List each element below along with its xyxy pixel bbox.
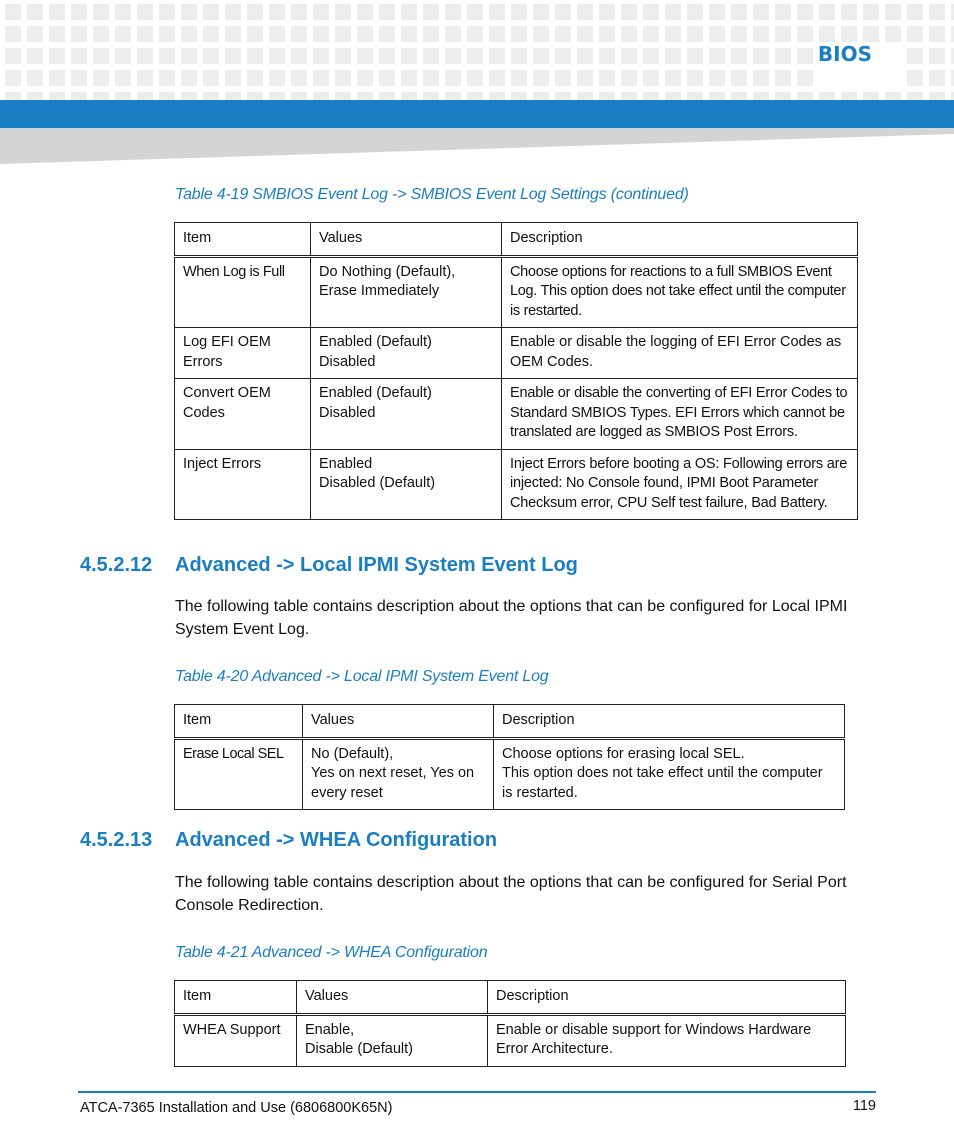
pattern-square — [313, 48, 329, 64]
pattern-square — [665, 48, 681, 64]
pattern-square — [445, 26, 461, 42]
pattern-square — [49, 48, 65, 64]
section-intro: The following table contains description about the options that can be configured for Local IPMI System Event Log. — [175, 598, 848, 638]
pattern-square — [137, 26, 153, 42]
pattern-square — [467, 48, 483, 64]
pattern-square — [357, 4, 373, 20]
pattern-square — [555, 26, 571, 42]
description-cell: Choose options for reactions to a full SMBIOS Event Log. This option does not take effect until the computer is restarted. — [502, 256, 858, 328]
pattern-square — [709, 48, 725, 64]
table-4-20 — [174, 704, 845, 810]
pattern-square — [203, 4, 219, 20]
table-row — [175, 449, 858, 520]
pattern-square — [511, 92, 527, 100]
pattern-square — [379, 26, 395, 42]
pattern-square — [137, 4, 153, 20]
pattern-square — [863, 92, 879, 100]
pattern-square — [159, 70, 175, 86]
pattern-square — [929, 48, 945, 64]
pattern-square — [863, 4, 879, 20]
pattern-square — [819, 4, 835, 20]
pattern-square — [929, 70, 945, 86]
pattern-square — [555, 48, 571, 64]
section-heading — [80, 554, 578, 577]
pattern-square — [71, 48, 87, 64]
pattern-square — [577, 26, 593, 42]
pattern-square — [665, 70, 681, 86]
section-title: Advanced -> WHEA Configuration — [175, 829, 498, 851]
pattern-square — [379, 92, 395, 100]
description-cell: Enable or disable the logging of EFI Error Codes as OEM Codes. — [502, 328, 858, 379]
pattern-square — [731, 48, 747, 64]
pattern-square — [489, 26, 505, 42]
pattern-square — [687, 70, 703, 86]
pattern-square — [885, 92, 901, 100]
description-cell: Enable or disable support for Windows Hardware Error Architecture. — [488, 1014, 846, 1066]
pattern-square — [775, 70, 791, 86]
pattern-square — [731, 4, 747, 20]
table-row — [175, 256, 858, 328]
pattern-square — [555, 92, 571, 100]
pattern-square — [511, 48, 527, 64]
column-header: Values — [311, 223, 502, 257]
pattern-square — [27, 4, 43, 20]
pattern-square — [797, 92, 813, 100]
pattern-square — [401, 4, 417, 20]
pattern-square — [71, 26, 87, 42]
values-cell — [303, 738, 494, 810]
table-caption: Table 4-21 Advanced -> WHEA Configuration — [175, 944, 488, 961]
pattern-square — [269, 48, 285, 64]
pattern-square — [269, 26, 285, 42]
pattern-square — [27, 26, 43, 42]
pattern-square — [533, 48, 549, 64]
pattern-square — [269, 4, 285, 20]
pattern-square — [885, 4, 901, 20]
pattern-square — [335, 92, 351, 100]
pattern-square — [643, 4, 659, 20]
pattern-square — [533, 26, 549, 42]
pattern-square — [357, 48, 373, 64]
column-header: Values — [297, 981, 488, 1015]
section-number: 4.5.2.12 — [80, 554, 153, 576]
table-header-row — [175, 223, 858, 257]
pattern-square — [643, 70, 659, 86]
pattern-square — [907, 4, 923, 20]
pattern-square — [181, 26, 197, 42]
pattern-square — [357, 26, 373, 42]
item-cell: Log EFI OEM Errors — [175, 328, 311, 379]
pattern-square — [423, 92, 439, 100]
pattern-square — [753, 48, 769, 64]
pattern-square — [203, 48, 219, 64]
header-pattern — [0, 0, 954, 100]
values-cell — [311, 256, 502, 328]
description-cell: Inject Errors before booting a OS: Following errors are injected: No Console found, IPMI Boot Parameter Checksum error, CPU Self test failure, Bad Battery. — [502, 449, 858, 520]
item-cell: Convert OEM Codes — [175, 379, 311, 450]
header-wedge — [0, 128, 954, 164]
pattern-square — [423, 26, 439, 42]
pattern-square — [93, 92, 109, 100]
pattern-square — [665, 4, 681, 20]
pattern-square — [27, 70, 43, 86]
value-line: Do Nothing (Default), — [319, 263, 456, 280]
values-cell — [311, 379, 502, 450]
pattern-square — [533, 70, 549, 86]
pattern-square — [709, 4, 725, 20]
footer-document-title: ATCA-7365 Installation and Use (6806800K65N) — [80, 1100, 393, 1116]
pattern-square — [775, 92, 791, 100]
value-line: Disabled — [319, 404, 376, 421]
column-header: Description — [488, 981, 846, 1015]
item-cell: Erase Local SEL — [175, 738, 303, 810]
pattern-square — [753, 70, 769, 86]
description-line: Choose options for erasing local SEL. — [502, 745, 745, 762]
pattern-square — [577, 48, 593, 64]
item-cell: When Log is Full — [175, 256, 311, 328]
pattern-square — [687, 92, 703, 100]
item-cell: WHEA Support — [175, 1014, 297, 1066]
table-caption: Table 4-20 Advanced -> Local IPMI System Event Log — [175, 668, 549, 685]
pattern-square — [93, 26, 109, 42]
pattern-square — [137, 70, 153, 86]
value-line: Disabled — [319, 353, 376, 370]
pattern-square — [841, 26, 857, 42]
pattern-square — [291, 92, 307, 100]
pattern-square — [5, 48, 21, 64]
pattern-square — [445, 92, 461, 100]
pattern-square — [225, 26, 241, 42]
pattern-square — [731, 70, 747, 86]
value-line: Disable (Default) — [305, 1041, 413, 1057]
pattern-square — [93, 48, 109, 64]
pattern-square — [797, 26, 813, 42]
pattern-square — [247, 70, 263, 86]
pattern-square — [709, 70, 725, 86]
pattern-square — [357, 70, 373, 86]
pattern-square — [577, 70, 593, 86]
values-cell — [311, 449, 502, 520]
pattern-square — [665, 26, 681, 42]
pattern-square — [775, 26, 791, 42]
pattern-square — [511, 26, 527, 42]
pattern-square — [489, 70, 505, 86]
pattern-square — [731, 92, 747, 100]
pattern-square — [687, 26, 703, 42]
pattern-square — [115, 70, 131, 86]
pattern-square — [621, 4, 637, 20]
value-line: No (Default), — [311, 745, 394, 762]
column-header: Item — [175, 223, 311, 257]
pattern-square — [115, 48, 131, 64]
column-header: Item — [175, 705, 303, 739]
pattern-square — [819, 26, 835, 42]
pattern-square — [291, 26, 307, 42]
footer-rule — [78, 1091, 876, 1093]
pattern-square — [797, 4, 813, 20]
pattern-square — [753, 26, 769, 42]
pattern-square — [71, 92, 87, 100]
pattern-square — [379, 70, 395, 86]
pattern-square — [335, 4, 351, 20]
pattern-square — [621, 26, 637, 42]
pattern-square — [643, 26, 659, 42]
pattern-square — [247, 4, 263, 20]
pattern-square — [885, 26, 901, 42]
pattern-square — [467, 4, 483, 20]
table-row — [175, 328, 858, 379]
page-number: 119 — [852, 1098, 876, 1114]
column-header: Description — [494, 705, 845, 739]
value-line: Yes on next reset, Yes on every reset — [311, 765, 475, 801]
pattern-square — [467, 70, 483, 86]
pattern-square — [687, 48, 703, 64]
pattern-square — [71, 70, 87, 86]
column-header: Values — [303, 705, 494, 739]
value-line: Enabled (Default) — [319, 385, 432, 401]
pattern-square — [181, 4, 197, 20]
pattern-square — [555, 4, 571, 20]
pattern-square — [423, 48, 439, 64]
pattern-square — [313, 4, 329, 20]
pattern-square — [929, 92, 945, 100]
pattern-square — [489, 92, 505, 100]
pattern-square — [159, 92, 175, 100]
value-line: Enable, — [305, 1021, 355, 1038]
pattern-square — [401, 48, 417, 64]
pattern-square — [577, 92, 593, 100]
pattern-square — [313, 26, 329, 42]
pattern-square — [401, 70, 417, 86]
pattern-square — [555, 70, 571, 86]
pattern-square — [181, 92, 197, 100]
pattern-square — [731, 26, 747, 42]
pattern-square — [929, 26, 945, 42]
pattern-square — [929, 4, 945, 20]
pattern-square — [93, 4, 109, 20]
pattern-square — [27, 92, 43, 100]
pattern-square — [181, 48, 197, 64]
pattern-square — [379, 4, 395, 20]
pattern-square — [511, 70, 527, 86]
pattern-square — [93, 70, 109, 86]
pattern-square — [467, 26, 483, 42]
pattern-square — [445, 48, 461, 64]
pattern-square — [621, 48, 637, 64]
pattern-square — [203, 92, 219, 100]
table-row — [175, 1014, 846, 1066]
pattern-square — [533, 92, 549, 100]
pattern-square — [841, 4, 857, 20]
pattern-square — [335, 70, 351, 86]
pattern-square — [599, 92, 615, 100]
pattern-square — [5, 70, 21, 86]
pattern-square — [225, 92, 241, 100]
pattern-square — [335, 48, 351, 64]
pattern-square — [49, 26, 65, 42]
pattern-square — [401, 26, 417, 42]
pattern-square — [907, 48, 923, 64]
table-4-21 — [174, 980, 846, 1067]
pattern-square — [753, 4, 769, 20]
pattern-square — [357, 92, 373, 100]
pattern-square — [291, 70, 307, 86]
pattern-square — [401, 92, 417, 100]
pattern-square — [423, 70, 439, 86]
pattern-square — [599, 4, 615, 20]
pattern-square — [49, 92, 65, 100]
pattern-square — [291, 48, 307, 64]
pattern-square — [753, 92, 769, 100]
values-cell — [297, 1014, 488, 1066]
description-cell — [494, 738, 845, 810]
pattern-square — [5, 92, 21, 100]
section-intro: The following table contains description about the options that can be configured for Serial Port Console Redirection. — [175, 874, 847, 914]
pattern-square — [269, 70, 285, 86]
pattern-square — [599, 70, 615, 86]
table-header-row — [175, 705, 845, 739]
pattern-square — [313, 92, 329, 100]
pattern-square — [533, 4, 549, 20]
header-band — [0, 100, 954, 128]
pattern-square — [379, 48, 395, 64]
pattern-square — [621, 70, 637, 86]
pattern-square — [775, 48, 791, 64]
pattern-square — [709, 92, 725, 100]
pattern-square — [137, 48, 153, 64]
pattern-square — [819, 92, 835, 100]
pattern-square — [445, 70, 461, 86]
pattern-square — [709, 26, 725, 42]
pattern-square — [797, 48, 813, 64]
pattern-square — [225, 70, 241, 86]
pattern-square — [247, 26, 263, 42]
pattern-square — [687, 4, 703, 20]
pattern-square — [643, 48, 659, 64]
pattern-square — [599, 26, 615, 42]
item-cell: Inject Errors — [175, 449, 311, 520]
pattern-square — [203, 70, 219, 86]
pattern-square — [159, 4, 175, 20]
pattern-square — [203, 26, 219, 42]
pattern-square — [269, 92, 285, 100]
pattern-square — [643, 92, 659, 100]
pattern-square — [423, 4, 439, 20]
pattern-square — [665, 92, 681, 100]
pattern-square — [5, 4, 21, 20]
value-line: Disabled (Default) — [319, 475, 436, 491]
pattern-square — [599, 48, 615, 64]
pattern-square — [511, 4, 527, 20]
value-line: Erase Immediately — [319, 283, 440, 299]
pattern-square — [49, 4, 65, 20]
pattern-square — [489, 48, 505, 64]
pattern-square — [225, 4, 241, 20]
table-4-19 — [174, 222, 858, 520]
pattern-square — [115, 4, 131, 20]
table-row — [175, 379, 858, 450]
value-line: Enabled (Default) — [319, 334, 432, 350]
pattern-square — [445, 4, 461, 20]
pattern-square — [247, 48, 263, 64]
section-title: Advanced -> Local IPMI System Event Log — [175, 554, 578, 576]
chapter-label: BIOS — [817, 42, 872, 66]
description-cell: Enable or disable the converting of EFI Error Codes to Standard SMBIOS Types. EFI Errors which cannot be translated are logged as SMBIOS Post Errors. — [502, 379, 858, 450]
description-line: This option does not take effect until the computer is restarted. — [502, 765, 823, 801]
values-cell — [311, 328, 502, 379]
pattern-square — [863, 26, 879, 42]
pattern-square — [797, 70, 813, 86]
pattern-square — [115, 26, 131, 42]
value-line: Enabled — [319, 455, 373, 472]
column-header: Item — [175, 981, 297, 1015]
table-header-row — [175, 981, 846, 1015]
pattern-square — [159, 26, 175, 42]
pattern-square — [181, 70, 197, 86]
column-header: Description — [502, 223, 858, 257]
pattern-square — [49, 70, 65, 86]
pattern-square — [27, 48, 43, 64]
pattern-square — [489, 4, 505, 20]
pattern-square — [313, 70, 329, 86]
section-number: 4.5.2.13 — [80, 829, 153, 851]
pattern-square — [907, 26, 923, 42]
pattern-square — [225, 48, 241, 64]
pattern-square — [291, 4, 307, 20]
pattern-square — [907, 92, 923, 100]
pattern-square — [335, 26, 351, 42]
pattern-square — [5, 26, 21, 42]
table-row — [175, 738, 845, 810]
pattern-square — [137, 92, 153, 100]
pattern-square — [159, 48, 175, 64]
pattern-square — [775, 4, 791, 20]
pattern-square — [467, 92, 483, 100]
pattern-square — [841, 92, 857, 100]
section-heading — [80, 829, 497, 852]
pattern-square — [907, 70, 923, 86]
pattern-square — [577, 4, 593, 20]
pattern-square — [115, 92, 131, 100]
pattern-square — [71, 4, 87, 20]
table-caption: Table 4-19 SMBIOS Event Log -> SMBIOS Event Log Settings (continued) — [175, 186, 689, 203]
pattern-square — [247, 92, 263, 100]
pattern-square — [621, 92, 637, 100]
